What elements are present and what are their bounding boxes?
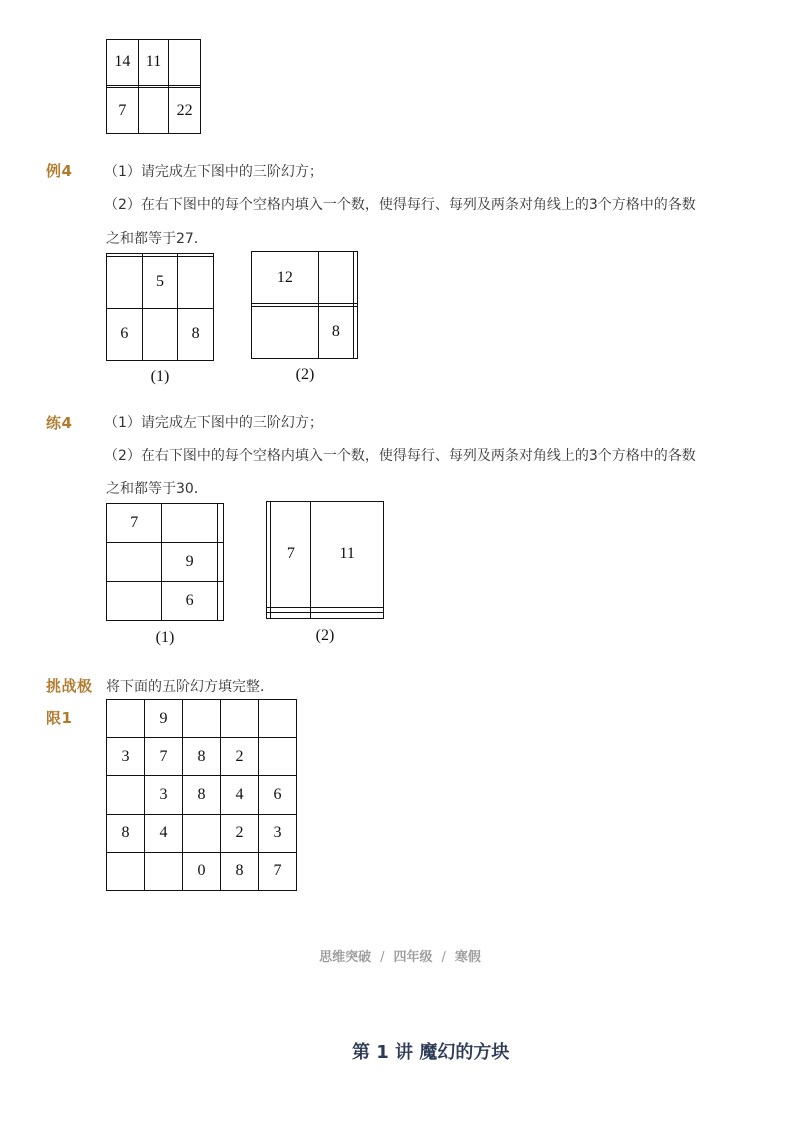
grid-cell	[311, 613, 384, 619]
grid-row	[107, 738, 297, 776]
example4-label: 例4	[46, 162, 73, 180]
grid-cell	[259, 738, 297, 776]
grid-row	[107, 40, 201, 86]
grid-cell: 7	[259, 852, 297, 890]
grid-cell	[138, 88, 169, 134]
grid-cell	[142, 308, 178, 360]
grid-cell	[318, 252, 353, 304]
grid-cell: 9	[162, 543, 217, 582]
grid-cell: 5	[142, 256, 178, 308]
grid-cell: 3	[259, 814, 297, 852]
grid-row	[267, 502, 384, 608]
grid-row	[107, 852, 297, 890]
grid-row	[107, 543, 224, 582]
grid-cell: 4	[221, 776, 259, 814]
grid-cell: 2	[221, 738, 259, 776]
practice4-caption-2: (2)	[315, 627, 335, 644]
grid-cell: 2	[221, 814, 259, 852]
grid-cell	[107, 852, 145, 890]
grid-cell	[169, 40, 201, 86]
challenge-text: 将下面的五阶幻方填完整．	[106, 679, 274, 695]
example4-question-2-line2: 之和都等于27．	[106, 231, 208, 247]
grid-cell: 8	[178, 308, 214, 360]
grid-cell: 8	[107, 814, 145, 852]
grid-cell	[354, 252, 358, 304]
chapter-title: 第 1 讲 魔幻的方块	[352, 1042, 510, 1063]
grid-cell: 11	[311, 502, 384, 608]
example4-caption-2: (2)	[295, 366, 315, 383]
grid-cell	[145, 852, 183, 890]
grid-row	[107, 814, 297, 852]
practice4-question-2-line1: （2）在右下图中的每个空格内填入一个数，使得每行、每列及两条对角线上的3个方格中的各数	[104, 448, 696, 464]
practice4-grid-1	[106, 503, 224, 621]
grid-cell: 14	[107, 40, 139, 86]
five-order-magic-square	[106, 699, 297, 891]
grid-cell	[259, 700, 297, 738]
grid-cell: 8	[183, 738, 221, 776]
grid-cell	[354, 306, 358, 358]
grid-cell: 6	[162, 582, 217, 621]
grid-cell: 7	[271, 502, 311, 608]
grid-row	[267, 613, 384, 619]
grid-cell	[107, 582, 162, 621]
footer-grade: 四年级	[393, 950, 433, 965]
practice4-question-2-line2: 之和都等于30．	[106, 481, 208, 497]
grid-row	[107, 582, 224, 621]
challenge-label-line1: 挑战极	[46, 677, 93, 695]
grid-cell: 4	[145, 814, 183, 852]
example4-question-1: （1）请完成左下图中的三阶幻方；	[104, 164, 323, 180]
grid-cell	[183, 814, 221, 852]
footer-separator: /	[380, 950, 385, 965]
challenge-label-line2: 限1	[46, 709, 73, 727]
grid-cell: 7	[107, 88, 139, 134]
footer-separator: /	[441, 950, 446, 965]
grid-row	[107, 256, 214, 308]
example4-caption-1: (1)	[150, 368, 170, 385]
grid-row	[107, 504, 224, 543]
grid-cell: 3	[145, 776, 183, 814]
grid-cell	[217, 504, 223, 543]
example4-question-2-line1: （2）在右下图中的每个空格内填入一个数，使得每行、每列及两条对角线上的3个方格中的各数	[104, 197, 696, 213]
grid-cell: 8	[183, 776, 221, 814]
grid-cell	[178, 256, 214, 308]
grid-cell: 6	[259, 776, 297, 814]
grid-cell	[162, 504, 217, 543]
grid-cell: 11	[138, 40, 169, 86]
grid-row	[252, 252, 358, 304]
grid-cell: 6	[107, 308, 143, 360]
grid-cell	[183, 700, 221, 738]
grid-cell: 3	[107, 738, 145, 776]
example4-grid-2	[251, 251, 358, 359]
grid-cell	[107, 256, 143, 308]
grid-cell	[107, 776, 145, 814]
grid-cell: 7	[107, 504, 162, 543]
grid-cell	[252, 306, 319, 358]
grid-cell	[221, 700, 259, 738]
grid-cell	[107, 543, 162, 582]
top-magic-square	[106, 39, 201, 134]
grid-cell: 12	[252, 252, 319, 304]
practice4-question-1: （1）请完成左下图中的三阶幻方；	[104, 415, 323, 431]
grid-row	[252, 306, 358, 358]
grid-cell: 0	[183, 852, 221, 890]
grid-row	[107, 700, 297, 738]
grid-cell	[217, 543, 223, 582]
grid-cell	[217, 582, 223, 621]
grid-row	[107, 308, 214, 360]
practice4-grid-2	[266, 501, 384, 619]
grid-cell	[271, 613, 311, 619]
grid-cell: 9	[145, 700, 183, 738]
grid-cell: 7	[145, 738, 183, 776]
grid-cell: 22	[169, 88, 201, 134]
footer-series: 思维突破	[319, 950, 372, 965]
example4-grid-1	[106, 253, 214, 361]
grid-row	[107, 88, 201, 134]
grid-cell	[107, 700, 145, 738]
grid-cell: 8	[221, 852, 259, 890]
page-footer	[0, 946, 800, 965]
grid-cell: 8	[318, 306, 353, 358]
grid-row	[107, 776, 297, 814]
footer-term: 寒假	[454, 950, 481, 965]
practice4-label: 练4	[46, 414, 73, 432]
practice4-caption-1: (1)	[155, 629, 175, 646]
